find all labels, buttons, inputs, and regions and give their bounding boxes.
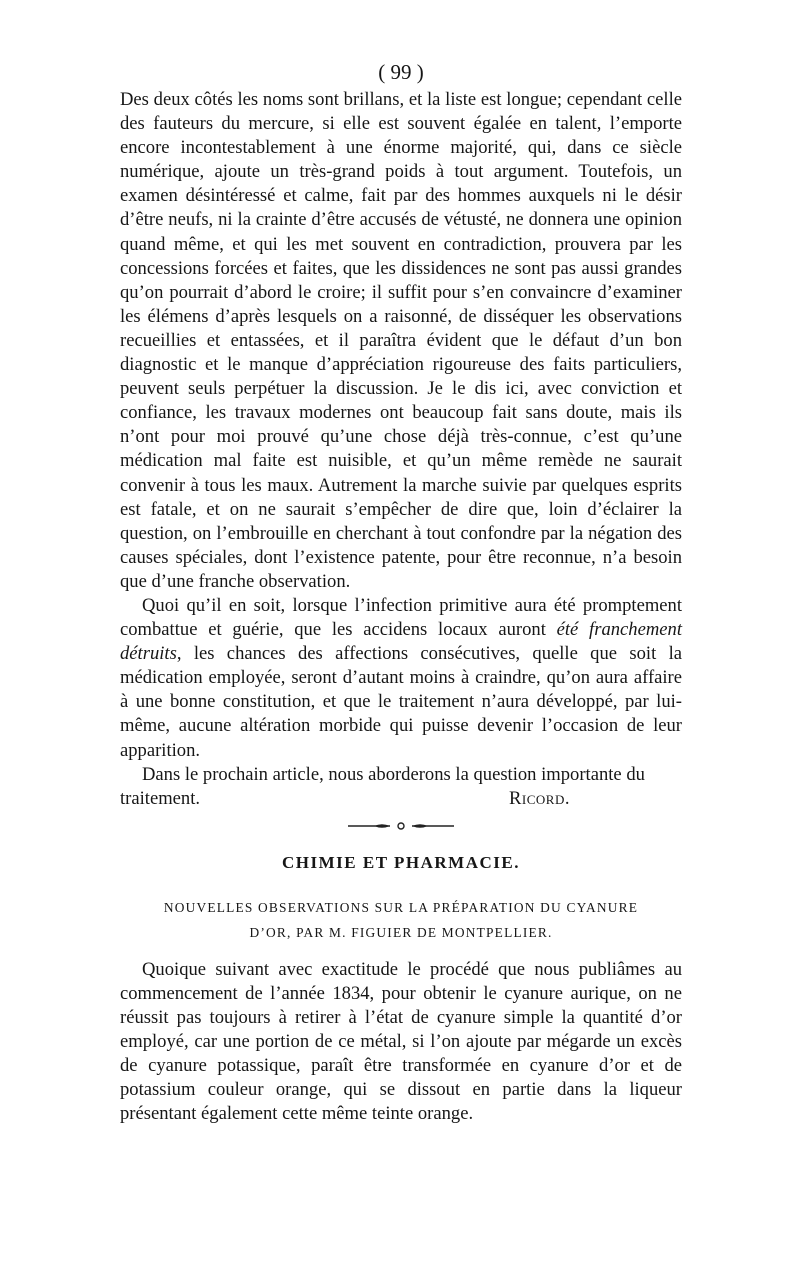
paragraph-4: Quoique suivant avec exactitude le procédé que nous publiâmes au commencement de l’année 1834, pour obtenir le cyanure aurique, on ne réussit pas toujours à retirer à l’état de cyanure simple la quantité d’or employé, car une portion de ce métal, si l’on ajoute par mégarde un excès de cyanure potassique, paraît être transformée en cyanure d’or et de potassium couleur orange, qui se dissout en partie dans la liqueur présentant également cette même teinte orange. bbox=[120, 958, 682, 1125]
paragraph-1: Des deux côtés les noms sont brillans, et la liste est longue; cependant celle des fauteurs du mercure, si elle est souvent égalée en talent, l’emporte encore incontestablement à une énorme majorité, qui, dans ce siècle numérique, ajoute un très-grand poids à tout argument. Toutefois, un examen désintéressé et calme, fait par des hommes auxquels ni le désir d’être neufs, ni la crainte d’être accusés de vétusté, ne donnera une opinion quand même, et qui les met souvent en contradiction, prouvera par les concessions forcées et faites, que les dissidences ne sont pas aussi grandes qu’on pourrait d’abord le croire; il suffit pour s’en convaincre d’examiner les élémens d’après lesquels on a raisonné, de disséquer les observations recueillies et entassées, et il paraîtra évident que le défaut d’un bon diagnostic et le manque d’appréciation rigoureuse des faits particuliers, peuvent seuls perpétuer la discussion. Je le dis ici, avec conviction et confiance, les travaux modernes ont beaucoup fait sans doute, mais ils n’ont pour moi prouvé qu’une chose déjà très-connue, c’est qu’une médication mal faite est nuisible, et qu’un même remède ne saurait convenir à tous les maux. Autrement la marche suivie par quelques esprits est fatale, et on ne saurait s’empêcher de dire que, loin d’éclairer la question, on l’embrouille en cherchant à tout confondre par la négation des causes spéciales, dont l’existence patente, pour être reconnue, n’a besoin que d’une franche observation. bbox=[120, 89, 682, 592]
subheading-line-1: NOUVELLES OBSERVATIONS SUR LA PRÉPARATION DU CYANURE bbox=[163, 899, 639, 915]
subheading-line-2: D’OR, PAR M. FIGUIER DE MONTPELLIER. bbox=[249, 924, 553, 940]
ornament-divider-icon bbox=[346, 821, 456, 831]
page-number: ( 99 ) bbox=[378, 60, 424, 84]
paragraph-2-end: , les chances des affections consécutives, quelle que soit la médication employée, seront d’autant moins à craindre, qu’on aura affaire à une bonne constitution, et que le traitement n’aura développé, par lui-même, aucune altération morbide qui puisse devenir l’occasion de leur apparition. bbox=[120, 643, 682, 761]
paragraph-2 bbox=[120, 594, 682, 763]
paragraph-3-last: traitement. bbox=[120, 787, 201, 809]
article-subheading bbox=[120, 895, 682, 945]
ornamental-rule bbox=[120, 821, 682, 831]
section-title: CHIMIE ET PHARMACIE. bbox=[282, 852, 520, 872]
author-signature: Ricord. bbox=[509, 787, 570, 809]
paragraph-3: Dans le prochain article, nous aborderons la question importante du bbox=[142, 763, 645, 785]
paragraph-2-italic: été franchement détruits bbox=[120, 619, 682, 665]
paragraph-2-start: Quoi qu’il en soit, lorsque l’infection primitive aura été promptement combattue et guérie, que les accidens locaux auront bbox=[120, 594, 682, 641]
signature-line bbox=[120, 787, 682, 811]
document-page bbox=[120, 58, 682, 1126]
